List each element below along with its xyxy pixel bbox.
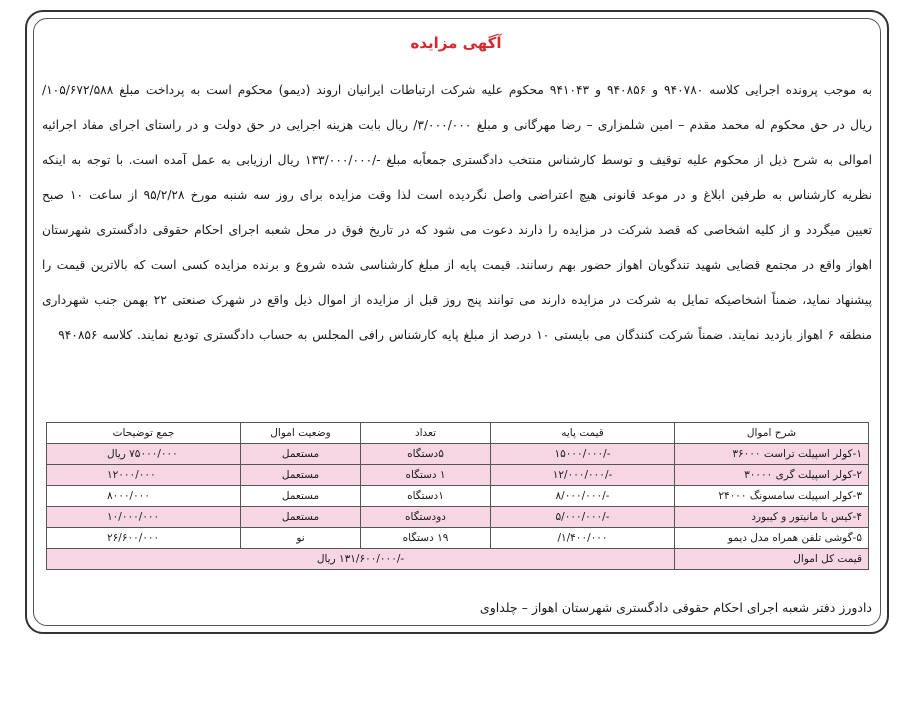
table-header-row xyxy=(47,423,869,444)
cell-desc: ۲-کولر اسپیلت گری ۳۰۰۰۰ xyxy=(675,465,869,486)
cell-qty: ۵دستگاه xyxy=(361,444,491,465)
cell-condition: مستعمل xyxy=(241,465,361,486)
cell-price: -/۱۵۰۰۰/۰۰۰ xyxy=(491,444,675,465)
cell-desc: ۱-کولر اسپیلت تراست ۳۶۰۰۰ xyxy=(675,444,869,465)
cell-condition: نو xyxy=(241,528,361,549)
items-table xyxy=(46,422,869,570)
cell-price: -/۱۲/۰۰۰/۰۰۰ xyxy=(491,465,675,486)
header-desc: شرح اموال xyxy=(675,423,869,444)
cell-price: -/۸/۰۰۰/۰۰۰ xyxy=(491,486,675,507)
cell-desc: ۴-کیس با مانیتور و کیبورد xyxy=(675,507,869,528)
cell-qty: ۱دستگاه xyxy=(361,486,491,507)
total-label: قیمت کل اموال xyxy=(675,549,869,570)
cell-total: ۱۲۰۰۰/۰۰۰ xyxy=(47,465,241,486)
header-condition: وضعیت اموال xyxy=(241,423,361,444)
cell-qty: دودستگاه xyxy=(361,507,491,528)
header-total: جمع توضیحات xyxy=(47,423,241,444)
cell-condition: مستعمل xyxy=(241,486,361,507)
notice-title: آگهی مزایده xyxy=(410,34,502,52)
cell-total: ۱۰/۰۰۰/۰۰۰ xyxy=(47,507,241,528)
notice-footer: دادورز دفتر شعبه اجرای احکام حقوقی دادگستری شهرستان اهواز – چلداوی xyxy=(479,600,872,615)
cell-qty: ۱ دستگاه xyxy=(361,465,491,486)
cell-total: ۸۰۰۰/۰۰۰ xyxy=(47,486,241,507)
table-row xyxy=(47,486,869,507)
cell-condition: مستعمل xyxy=(241,444,361,465)
cell-price: ۱/۴۰۰/۰۰۰/ xyxy=(491,528,675,549)
table-row xyxy=(47,465,869,486)
cell-qty: ۱۹ دستگاه xyxy=(361,528,491,549)
cell-total: ۷۵۰۰۰/۰۰۰ ریال xyxy=(47,444,241,465)
total-value: -/۱۳۱/۶۰۰/۰۰۰ ریال xyxy=(47,549,675,570)
cell-condition: مستعمل xyxy=(241,507,361,528)
notice-body: به موجب پرونده اجرایی کلاسه ۹۴۰۷۸۰ و ۹۴۰۸۵۶ و ۹۴۱۰۴۳ محکوم علیه شرکت ارتباطات ایرانیان اروند (دیمو) محکوم است به پرداخت مبلغ ۱۰۵/۶۷۲/۵۸۸/ ریال در حق محکوم له محمد مقدم – امین شلمزاری – رضا مهرگانی و مبلغ ۳/۰۰۰/۰۰۰/ ریال بابت هزینه اجرایی در حق دولت و در راستای اجرای مفاد اجرائیه اموالی به شرح ذیل از محکوم علیه توقیف و توسط کارشناس منتخب دادگستری جمعاًبه مبلغ -/۱۳۳/۰۰۰/۰۰۰ ریال ارزیابی به عمل آمده است. با توجه به اینکه نظریه کارشناس به طرفین ابلاغ و در موعد قانونی هیچ اعتراضی واصل نگردیده است لذا وقت مزایده برای روز سه شنبه مورخ ۹۵/۲/۲۸ از ساعت ۱۰ صبح تعیین میگردد و از کلیه اشخاصی که قصد شرکت در مزایده را دارند دعوت می شود که در تاریخ فوق در محل شعبه اجرای احکام حقوقی دادگستری شهرستان اهواز واقع در مجتمع قضایی شهید تندگویان اهواز حضور بهم رسانند. قیمت پایه از مبلغ کارشناسی شده شروع و برنده مزایده کسی است که بالاترین قیمت را پیشنهاد نماید، ضمناً اشخاصیکه تمایل به شرکت در مزایده دارند می توانند پنج روز قبل از مزایده از اموال ذیل واقع در شهرک صنعتی ۲۲ بهمن جنب شهرداری منطقه ۶ اهواز بازدید نمایند. ضمناً شرکت کنندگان می بایستی ۱۰ درصد از مبلغ پایه کارشناس رافی المجلس به حساب دادگستری تودیع نمایند. کلاسه ۹۴۰۸۵۶ xyxy=(42,83,872,342)
header-qty: تعداد xyxy=(361,423,491,444)
cell-price: -/۵/۰۰۰/۰۰۰ xyxy=(491,507,675,528)
cell-desc: ۳-کولر اسپیلت سامسونگ ۲۴۰۰۰ xyxy=(675,486,869,507)
cell-desc: ۵-گوشی تلفن همراه مدل دیمو xyxy=(675,528,869,549)
table-row xyxy=(47,444,869,465)
table-row xyxy=(47,528,869,549)
header-price: قیمت پایه xyxy=(491,423,675,444)
table-total-row xyxy=(47,549,869,570)
cell-total: ۲۶/۶۰۰/۰۰۰ xyxy=(47,528,241,549)
table-row xyxy=(47,507,869,528)
